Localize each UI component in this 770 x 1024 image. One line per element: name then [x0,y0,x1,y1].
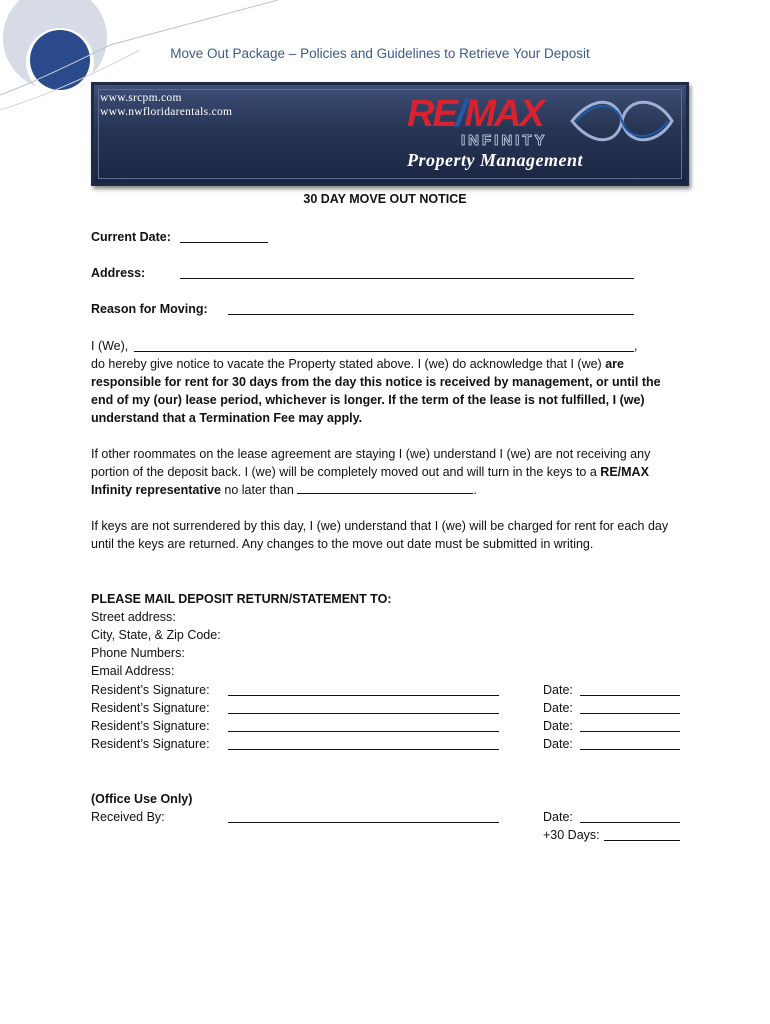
signature-date-label: Date: [543,701,573,715]
signature-date-label: Date: [543,683,573,697]
banner-urls [100,91,232,119]
signature-label: Resident’s Signature: [91,683,210,697]
signature-date-field[interactable] [580,731,680,732]
signature-date-field[interactable] [580,713,680,714]
company-banner [91,82,689,186]
logo-infinity: INFINITY [461,132,548,149]
plus-30-days-field[interactable] [604,840,680,841]
signature-field[interactable] [228,695,499,696]
signature-date-label: Date: [543,737,573,751]
office-use-heading: (Office Use Only) [91,792,193,806]
reason-field[interactable] [228,314,634,315]
page-header-title: Move Out Package – Policies and Guidelines to Retrieve Your Deposit [170,46,590,61]
keys-paragraph: If keys are not surrendered by this day, I (we) understand that I (we) will be charged for rent for each day until the keys are returned. Any changes to the move out date must be submitted in writing. [91,519,669,551]
resident-names-field[interactable] [134,351,634,352]
city-state-zip-label: City, State, & Zip Code: [91,628,221,642]
phone-numbers-label: Phone Numbers: [91,646,185,660]
address-label: Address: [91,266,146,280]
banner-url: www.srcpm.com [100,92,182,104]
signature-date-field[interactable] [580,749,680,750]
signature-field[interactable] [228,713,499,714]
received-by-label: Received By: [91,810,165,824]
address-field[interactable] [180,278,634,279]
current-date-label: Current Date: [91,230,171,244]
office-date-label: Date: [543,810,573,824]
notice-paragraph: do hereby give notice to vacate the Property stated above. I (we) do acknowledge that I (we) are responsible for rent for 30 days from the day this notice is received by management, or until the end of my (our) lease period, whichever is longer. If the term of the lease is not fulfilled, I (we) understand that a Termination Fee may apply. [91,357,661,425]
logo-tagline: Property Management [407,150,583,170]
received-by-field[interactable] [228,822,499,823]
office-date-field[interactable] [580,822,680,823]
signature-field[interactable] [228,731,499,732]
mail-heading: PLEASE MAIL DEPOSIT RETURN/STATEMENT TO: [91,592,392,606]
plus-30-days-label: +30 Days: [543,828,600,842]
infinity-swoosh-icon [562,91,682,151]
banner-url: www.nwfloridarentals.com [100,106,233,118]
we-label: I (We), [91,339,129,353]
current-date-field[interactable] [180,242,268,243]
signature-date-field[interactable] [580,695,680,696]
remax-logo: RE/MAX [407,93,543,135]
signature-label: Resident’s Signature: [91,719,210,733]
reason-label: Reason for Moving: [91,302,208,316]
roommates-paragraph: If other roommates on the lease agreement are staying I (we) understand I (we) are not receiving any portion of the deposit back. I (we) will be completely moved out and will turn in the keys to a RE/MAX Infinity representative no later than . [91,447,651,497]
document-title: 30 DAY MOVE OUT NOTICE [303,192,467,206]
we-comma: , [634,339,638,353]
email-address-label: Email Address: [91,664,175,678]
move-out-date-field[interactable] [297,481,473,494]
signature-date-label: Date: [543,719,573,733]
signature-label: Resident’s Signature: [91,701,210,715]
street-address-label: Street address: [91,610,176,624]
signature-label: Resident’s Signature: [91,737,210,751]
signature-field[interactable] [228,749,499,750]
